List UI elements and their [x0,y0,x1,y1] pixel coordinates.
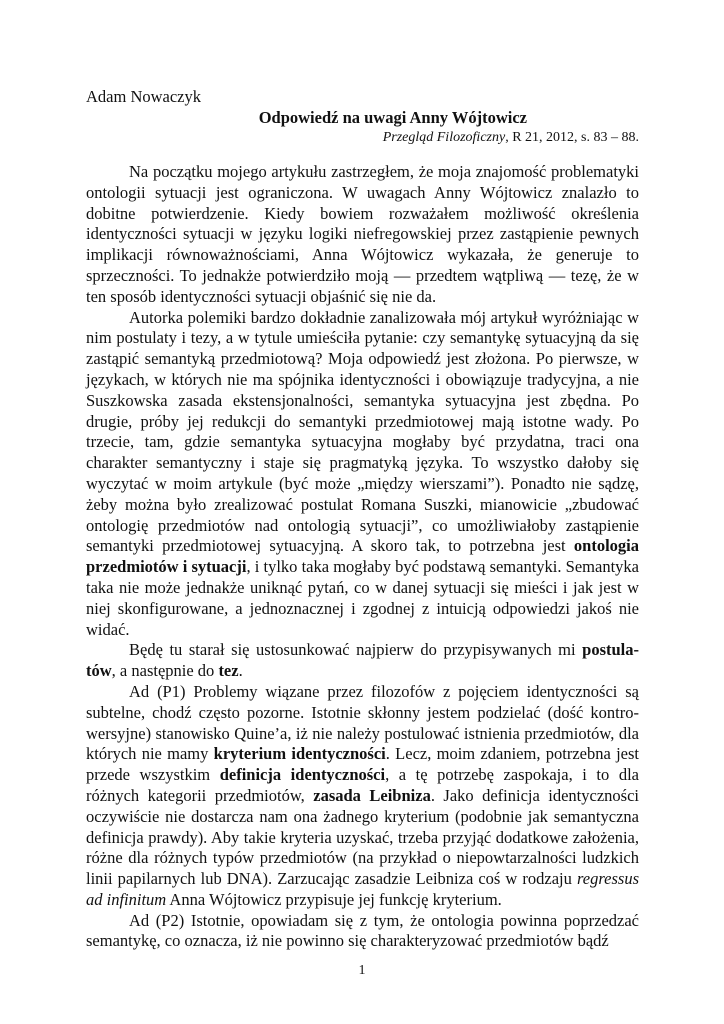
bold-term: tez [218,661,239,681]
page-number: 1 [358,963,366,978]
bold-term: kryterium identyczności [213,744,386,764]
text-run: , a tę potrzebę zaspokaja, i to dla różnych kategorii przedmiotów, [86,765,639,805]
page-body [86,86,639,952]
text-run: Będę tu starał się ustosunkować najpierw do przypisywanych mi [129,640,583,660]
paragraph [86,162,639,308]
text-run: Anna Wójtowicz przypisuje jej funkcję kryterium. [166,889,502,909]
article-title: Odpowiedź na uwagi Anny Wójtowicz [258,108,527,127]
text-run: Ad (P2) Istotnie, opowiadam się z tym, że ontologia powinna poprzedzać semantykę, co oznacza, iż nie powinno się charakteryzować przedmiotów bądź [86,910,639,951]
text-run: . [238,661,243,681]
text-run: Autorka polemiki bardzo dokładnie zanalizowała mój artykuł wyróżniając w nim postulaty i tezy, a w tytule umieściła pytanie: czy semantykę sytuacyjną da się zastąpić semantyką przedmiotową? Moja odpowiedź jest złożona. Po pierwsze, w językach, w których nie ma spójnika identyczności i obowiązuje tradycyjna, a nie Suszkowska zasada ekstensjonalności, semantyka sytuacyjna jest zbędna. Po drugie, próby jej redukcji do semantyki przedmiotowej mają istotne wady. Po trzecie, tam, gdzie semantyka sytuacyjna mogłaby być przydatna, traci ona charakter semantyczny i staje się pragmatyką języka. To wszystko dałoby się wyczytać w moim artykule (być może „między wierszami”). Ponadto nie sądzę, żeby można było zrealizować postulat Romana Suszki, mianowicie „zbudować ontologię przedmiotów nad ontologią sytuacji”, co umożliwiałoby zastąpienie semantyki przedmiotowej sytuacyjną. A skoro tak, to potrzebna jest [86,307,639,556]
text-run: , i tylko taka mogłaby być podstawą semantyki. Semantyka taka nie może jednakże uniknąć pytań, co w danej sytuacji się mieści i jak jest w niej skonfigurowane, a jednoznacznej i zgodnej z intuicją odpowiedzi jakoś nie widać. [86,557,639,639]
text-run: Na początku mojego artykułu zastrzegłem, że moja znajomość problematyki ontologii sytuacji jest ograniczona. W uwagach Anny Wójtowicz znalazło to dobitne potwierdzenie. Kiedy bowiem rozważałem możliwość określenia identyczności sytuacji w języku logiki niefregowskiej przez zastąpienie pewnych implikacji równoważnościami, Anna Wójtowicz wykazała, że generuje to sprzeczności. To jednakże potwierdziło moją — przedtem wątpliwą — tezę, że w ten sposób identyczności sytuacji objaśnić się nie da. [86,162,639,306]
text-run: , a następnie do [111,661,219,681]
text-run: Ad (P1) Problemy wiązane przez filozofów z pojęciem identyczności są subtelne, chodź często pozorne. Istotnie skłonny jestem podzielać (dość kontrowersyjne) stanowisko Quine’a, iż nie należy postulować istnienia przedmiotów, dla których nie mamy [86,681,639,764]
paragraph [86,640,639,682]
paragraph [86,308,639,641]
paragraph [86,911,639,953]
bold-term: postulatów [86,640,639,681]
paragraph [86,682,639,911]
author-name: Adam Nowaczyk [86,87,202,106]
text-run: . Jako definicja identyczności oczywiście nie dostarcza nam ona żadnego kryterium (podobnie jak semantyczna definicja prawdy). Aby takie kryteria uzyskać, trzeba przyjąć dodatkowe założenia, różne dla różnych typów przedmiotów (na przykład o niepowtarzalności ludzkich linii papilarnych lub DNA). Zarzucając zasadzie Leibniza coś w rodzaju [86,785,639,889]
source-citation [86,128,639,147]
italic-term: regressus ad infinitum [86,869,639,909]
text-run: . Lecz, moim zdaniem, potrzebna jest przede wszystkim [86,744,639,785]
bold-term: zasada Leibniza [313,785,431,805]
source-journal: Przegląd Filozoficzny [382,130,506,145]
bold-term: definicja identyczności [219,765,386,785]
bold-term: ontologia przedmiotów i sytuacji [86,536,639,577]
source-details: , R 21, 2012, s. 83 – 88. [505,130,639,145]
